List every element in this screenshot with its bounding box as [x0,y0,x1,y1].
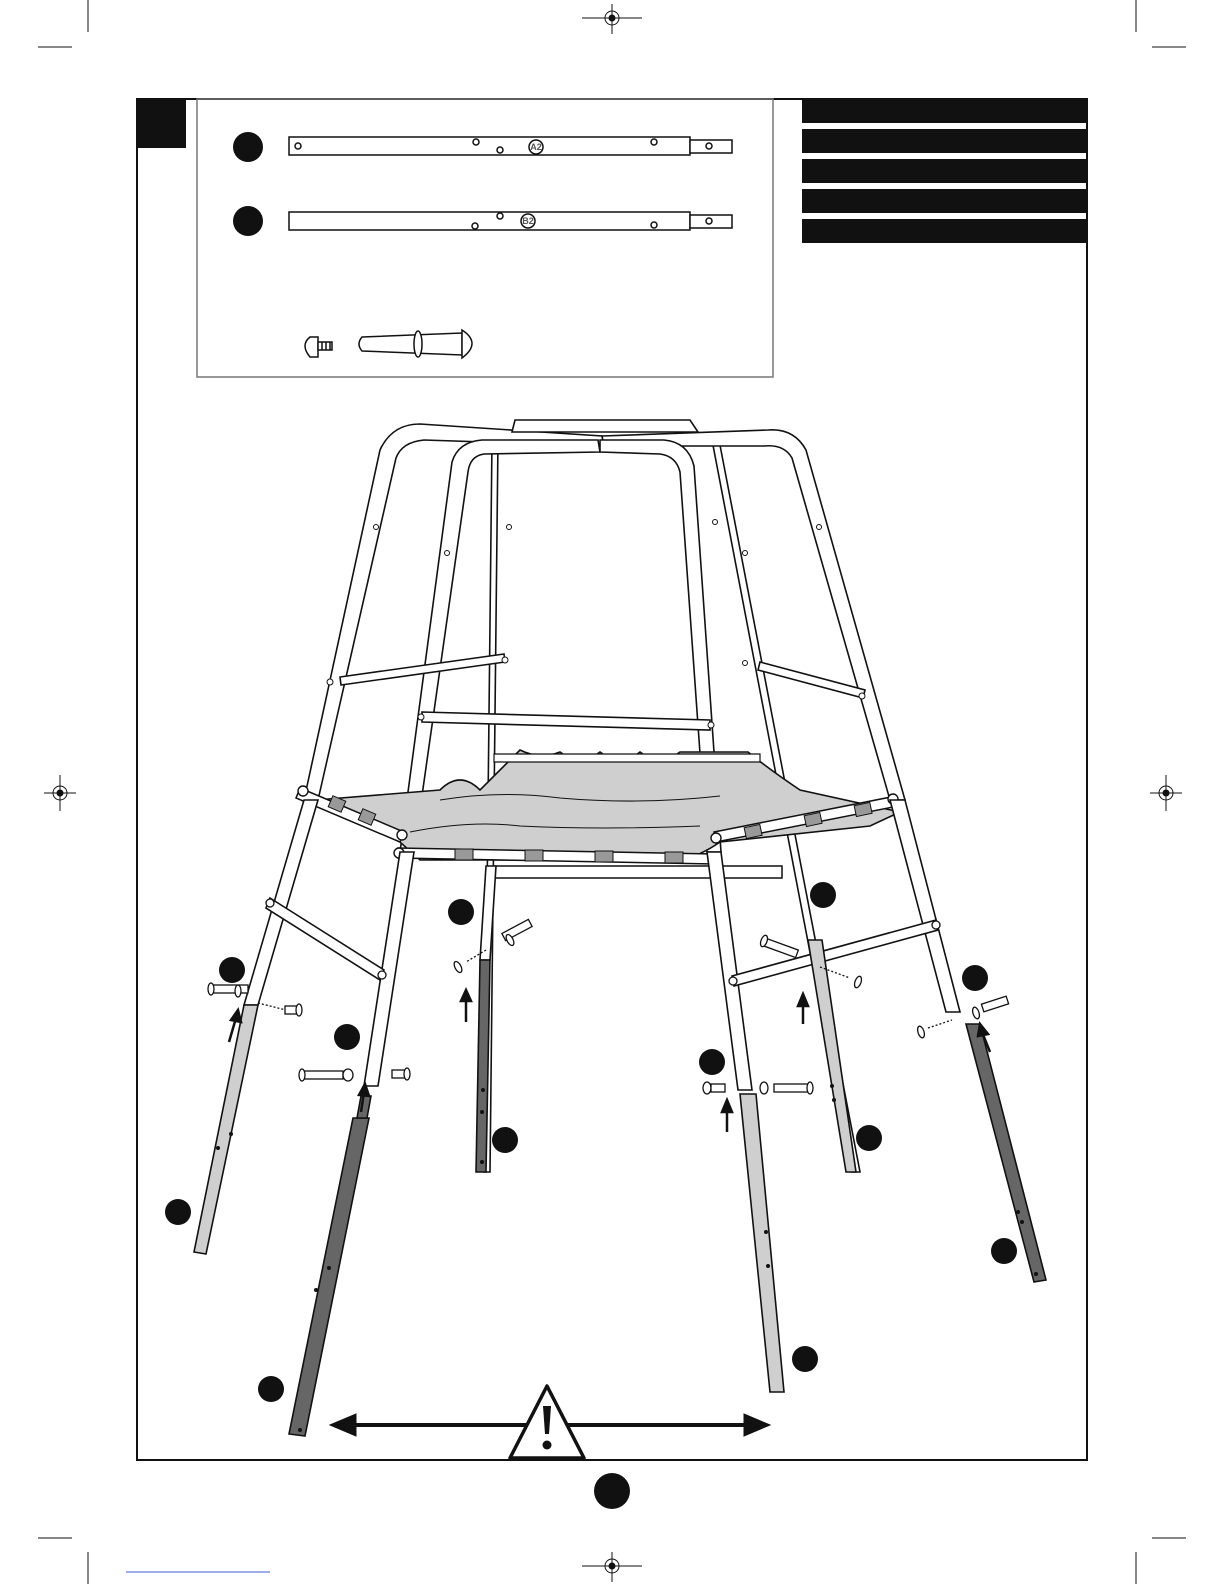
bolt-icon [359,330,472,358]
header-bar [802,159,1087,183]
arrow-left-icon [330,1414,356,1436]
callout-badge [962,965,988,991]
header-bar [802,129,1087,153]
front-rung [422,712,710,730]
header-bars [802,99,1087,243]
frame-bolts [327,520,865,729]
page-number-badge [594,1473,630,1509]
tube-marker-label: B2 [522,216,534,226]
tube-marker-label: A2 [530,142,542,152]
callout-badge [699,1049,725,1075]
callout-badges [165,882,1017,1402]
parts-inset [197,99,773,377]
registration-mark-left [44,775,76,811]
part-badge [233,206,263,236]
step-number-tab [137,99,186,148]
left-front-leg [244,800,318,1005]
extension-legs [194,940,1046,1436]
top-cap [512,420,698,432]
left-lower-rung [266,898,384,980]
callout-badge [856,1125,882,1151]
seat-mat [296,750,900,878]
callout-badge [810,882,836,908]
center-leg [480,866,496,960]
callout-badge [334,1024,360,1050]
bolt-set-right [916,996,1008,1038]
arrow-up-icon [798,994,808,1024]
callout-badge [991,1238,1017,1264]
callout-badge [792,1346,818,1372]
insert-arrows [229,990,990,1132]
arrow-up-icon [722,1100,732,1132]
tube-a2 [289,137,732,155]
mat-fabric [316,750,900,860]
registration-mark-top [582,4,642,34]
extension-leg-back-right [808,940,856,1172]
right-lower-rung [732,920,938,986]
right-front-leg [890,800,960,1012]
warning-icon [510,1386,584,1458]
bolt-set-left-mid [299,1068,410,1081]
callout-badge [448,899,474,925]
registration-mark-bottom [582,1552,642,1582]
under-seat-bar [495,866,782,878]
header-bar [802,189,1087,213]
callout-badge [492,1127,518,1153]
callout-badge [258,1376,284,1402]
arrow-right-icon [744,1414,770,1436]
part-badge [233,132,263,162]
rung-right-upper [758,662,865,698]
arrow-up-icon [461,990,471,1022]
extension-leg-right-mid [740,1094,784,1392]
extension-leg-left-mid [289,1118,369,1436]
nut-icon [305,337,332,357]
callout-badge [165,1199,191,1225]
header-bar [802,99,1087,123]
header-bar [802,219,1087,243]
registration-mark-right [1150,775,1182,811]
tube-b2 [289,212,732,230]
extension-leg-left [194,1005,258,1254]
bolt-set-right-mid [703,1082,813,1094]
callout-badge [219,957,245,983]
mat-tube-back [494,754,760,762]
